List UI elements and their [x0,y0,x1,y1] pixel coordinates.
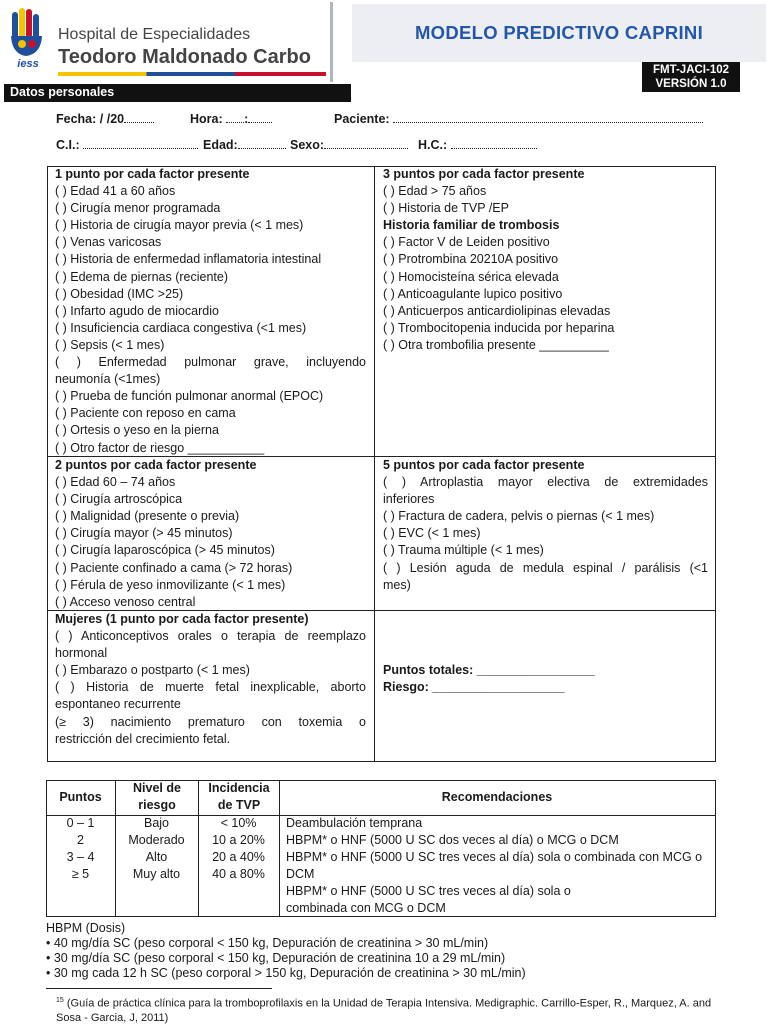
factor-item[interactable]: ( ) Edad 41 a 60 años [55,184,176,199]
hospital-name-line1: Hospital de Especialidades [58,26,251,43]
paciente-label: Paciente: [334,112,390,126]
factor-item[interactable]: ( ) Férula de yeso inmovilizante (< 1 mes) [55,577,286,592]
two-point-heading: 2 puntos por cada factor presente [55,458,257,472]
factor-item[interactable]: ( ) Obesidad (IMC >25) [55,286,184,301]
factor-item[interactable]: ( ) Sepsis (< 1 mes) [55,337,165,352]
puntos-column [46,815,115,883]
factor-item[interactable]: ( ) Cirugía mayor (> 45 minutos) [55,526,233,541]
table-cell: ≥ 5 [71,867,90,881]
dosing-block [46,921,526,981]
factor-item[interactable]: ( ) Homocisteína sérica elevada [383,269,559,284]
factor-item[interactable]: ( ) Embarazo o postparto (< 1 mes) [55,663,250,678]
edad-field[interactable] [203,138,286,152]
riesgo-field[interactable]: Riesgo: ___________________ [383,680,565,695]
footnote-marker: 15 [56,997,64,1004]
five-point-heading: 5 puntos por cada factor presente [383,458,585,472]
sexo-field[interactable] [290,138,408,152]
table-cell: HBPM* o HNF (5000 U SC tres veces al día) sola o combinada con MCG o DCM [286,884,571,915]
factor-item[interactable]: ( ) Paciente con reposo en cama [55,406,236,421]
factor-item[interactable]: ( ) Cirugía menor programada [55,201,221,216]
flag-stripe [58,72,326,76]
factor-item[interactable]: ( ) Historia de TVP /EP [383,201,509,216]
incidencia-column [198,815,279,883]
factor-item[interactable]: ( ) Anticuerpos anticardiolipinas elevadas [383,303,611,318]
header-divider [330,2,333,82]
sexo-label: Sexo: [290,138,325,152]
table-cell: Moderado [128,833,185,847]
table-cell: Muy alto [132,867,181,881]
factor-item[interactable]: ( ) Lesión aguda de medula espinal / parálisis (<1 mes) [383,560,712,592]
dosing-title: HBPM (Dosis) [46,921,126,935]
table-cell: < 10% [220,816,257,830]
factor-item[interactable]: ( ) Trauma múltiple (< 1 mes) [383,543,544,558]
table-cell: Deambulación temprana [286,816,423,830]
women-heading: Mujeres (1 punto por cada factor presente) [55,612,309,626]
one-point-heading: 1 punto por cada factor presente [55,167,250,181]
header-recomendaciones: Recomendaciones [441,790,553,804]
factor-item[interactable]: ( ) Historia de enfermedad inflamatoria intestinal [55,252,322,267]
factor-item[interactable]: ( ) Paciente confinado a cama (> 72 horas) [55,560,293,575]
factor-item[interactable]: ( ) Malignidad (presente o previa) [55,509,240,524]
factor-item[interactable]: ( ) Edema de piernas (reciente) [55,269,228,284]
hc-field[interactable] [418,138,537,152]
footnote [56,994,716,1025]
table-cell: Bajo [143,816,170,830]
factor-item[interactable]: ( ) Trombocitopenia inducida por heparina [383,320,615,335]
factor-item[interactable]: ( ) Venas varicosas [55,235,162,250]
table-cell: HBPM* o HNF (5000 U SC dos veces al día) o MCG o DCM [286,833,619,847]
risk-recommendation-table [46,780,716,917]
table-cell: 2 [77,833,84,847]
header-nivel-riesgo: Nivel de riesgo [133,781,181,812]
five-point-factors [383,457,712,594]
factor-item[interactable]: ( ) Fractura de cadera, pelvis o piernas (< 1 mes) [383,509,655,524]
iess-logo-caption: iess [17,58,39,70]
factor-item[interactable]: ( ) Protrombina 20210A positivo [383,252,559,267]
totals-block [383,662,708,696]
factor-item[interactable]: ( ) Acceso venoso central [55,594,196,609]
table-cell: 3 – 4 [66,850,95,864]
factor-item[interactable]: ( ) Historia de cirugía mayor previa (< 1 mes) [55,218,304,233]
fecha-value: / /20 [99,112,125,126]
factor-item[interactable]: ( ) Cirugía artroscópica [55,492,183,507]
paciente-field[interactable] [334,112,703,126]
table-cell: Alto [145,850,168,864]
factor-item[interactable]: ( ) EVC (< 1 mes) [383,526,481,541]
table-cell: HBPM* o HNF (5000 U SC tres veces al día) sola o combinada con MCG o DCM [286,850,703,881]
factor-item[interactable]: ( ) Historia de muerte fetal inexplicable, aborto espontaneo recurrente [55,680,370,712]
factor-item[interactable]: ( ) Infarto agudo de miocardio [55,303,219,318]
factor-item[interactable]: (≥ 3) nacimiento prematuro con toxemia o restricción del crecimiento fetal. [55,714,370,746]
factor-item[interactable]: ( ) Otra trombofilia presente __________ [383,337,609,352]
table-cell: 40 a 80% [212,867,265,881]
factor-item[interactable]: ( ) Enfermedad pulmonar grave, incluyendo neumonía (<1mes) [55,355,370,387]
footnote-divider [46,988,272,989]
hc-label: H.C.: [418,138,448,152]
footnote-text: (Guía de práctica clínica para la tromboprofilaxis en la Unidad de Terapia Intensiva. Medigraphic. Carrillo-Esper, R., Marquez, A. and Sosa - Garcia, J, 2011) [56,997,712,1024]
table-cell: 10 a 20% [212,833,265,847]
family-history-subheading: Historia familiar de trombosis [383,218,560,233]
factor-item[interactable]: ( ) Artroplastia mayor electiva de extremidades inferiores [383,475,712,507]
fecha-label: Fecha: [56,112,97,126]
table-cell: 0 – 1 [66,816,95,830]
dosing-line: • 40 mg/día SC (peso corporal < 150 kg, Depuración de creatinina > 30 mL/min) [46,936,489,950]
recomendaciones-column [286,815,710,917]
hora-value: : [244,112,249,126]
doc-version: VERSIÓN 1.0 [655,78,727,90]
dosing-line: • 30 mg cada 12 h SC (peso corporal > 150 kg, Depuración de creatinina > 30 mL/min) [46,966,526,980]
factor-item[interactable]: ( ) Factor V de Leiden positivo [383,235,550,250]
puntos-totales-field[interactable]: Puntos totales: _________________ [383,663,595,677]
ci-field[interactable] [56,138,198,152]
edad-label: Edad: [203,138,238,152]
hospital-name-line2: Teodoro Maldonado Carbo [58,46,311,68]
fecha-field[interactable] [56,112,154,126]
hospital-logo-block [6,2,324,76]
header-puntos: Puntos [59,790,102,804]
women-factors [55,611,370,748]
factor-item[interactable]: ( ) Prueba de función pulmonar anormal (EPOC) [55,389,324,404]
factor-item[interactable]: ( ) Cirugía laparoscópica (> 45 minutos) [55,543,275,558]
two-point-factors [55,457,366,611]
header-incidencia: Incidencia de TVP [208,781,270,812]
table-cell: 20 a 40% [212,850,265,864]
document-code-badge [642,62,740,92]
factor-item[interactable]: ( ) Otro factor de riesgo ___________ [55,440,265,455]
factor-item[interactable]: ( ) Anticonceptivos orales o terapia de reemplazo hormonal [55,629,370,661]
factor-item[interactable]: ( ) Ortesis o yeso en la pierna [55,423,219,438]
doc-code: FMT-JACI-102 [652,64,730,76]
hora-field[interactable] [190,112,272,126]
section-label-datos-personales: Datos personales [10,85,115,99]
factor-item[interactable]: ( ) Edad > 75 años [383,184,487,199]
three-point-factors [383,166,708,354]
dosing-line: • 30 mg/día SC (peso corporal < 150 kg, Depuración de creatinina 10 a 29 mL/min) [46,951,506,965]
document-title: MODELO PREDICTIVO CAPRINI [414,22,704,43]
nivel-column [115,815,198,883]
factor-item[interactable]: ( ) Anticoagulante lupico positivo [383,286,563,301]
one-point-factors [55,166,370,457]
three-point-heading: 3 puntos por cada factor presente [383,167,585,181]
ci-label: C.I.: [56,138,80,152]
hora-label: Hora: [190,112,223,126]
factor-item[interactable]: ( ) Edad 60 – 74 años [55,475,176,490]
factor-item[interactable]: ( ) Insuficiencia cardiaca congestiva (<1 mes) [55,320,307,335]
